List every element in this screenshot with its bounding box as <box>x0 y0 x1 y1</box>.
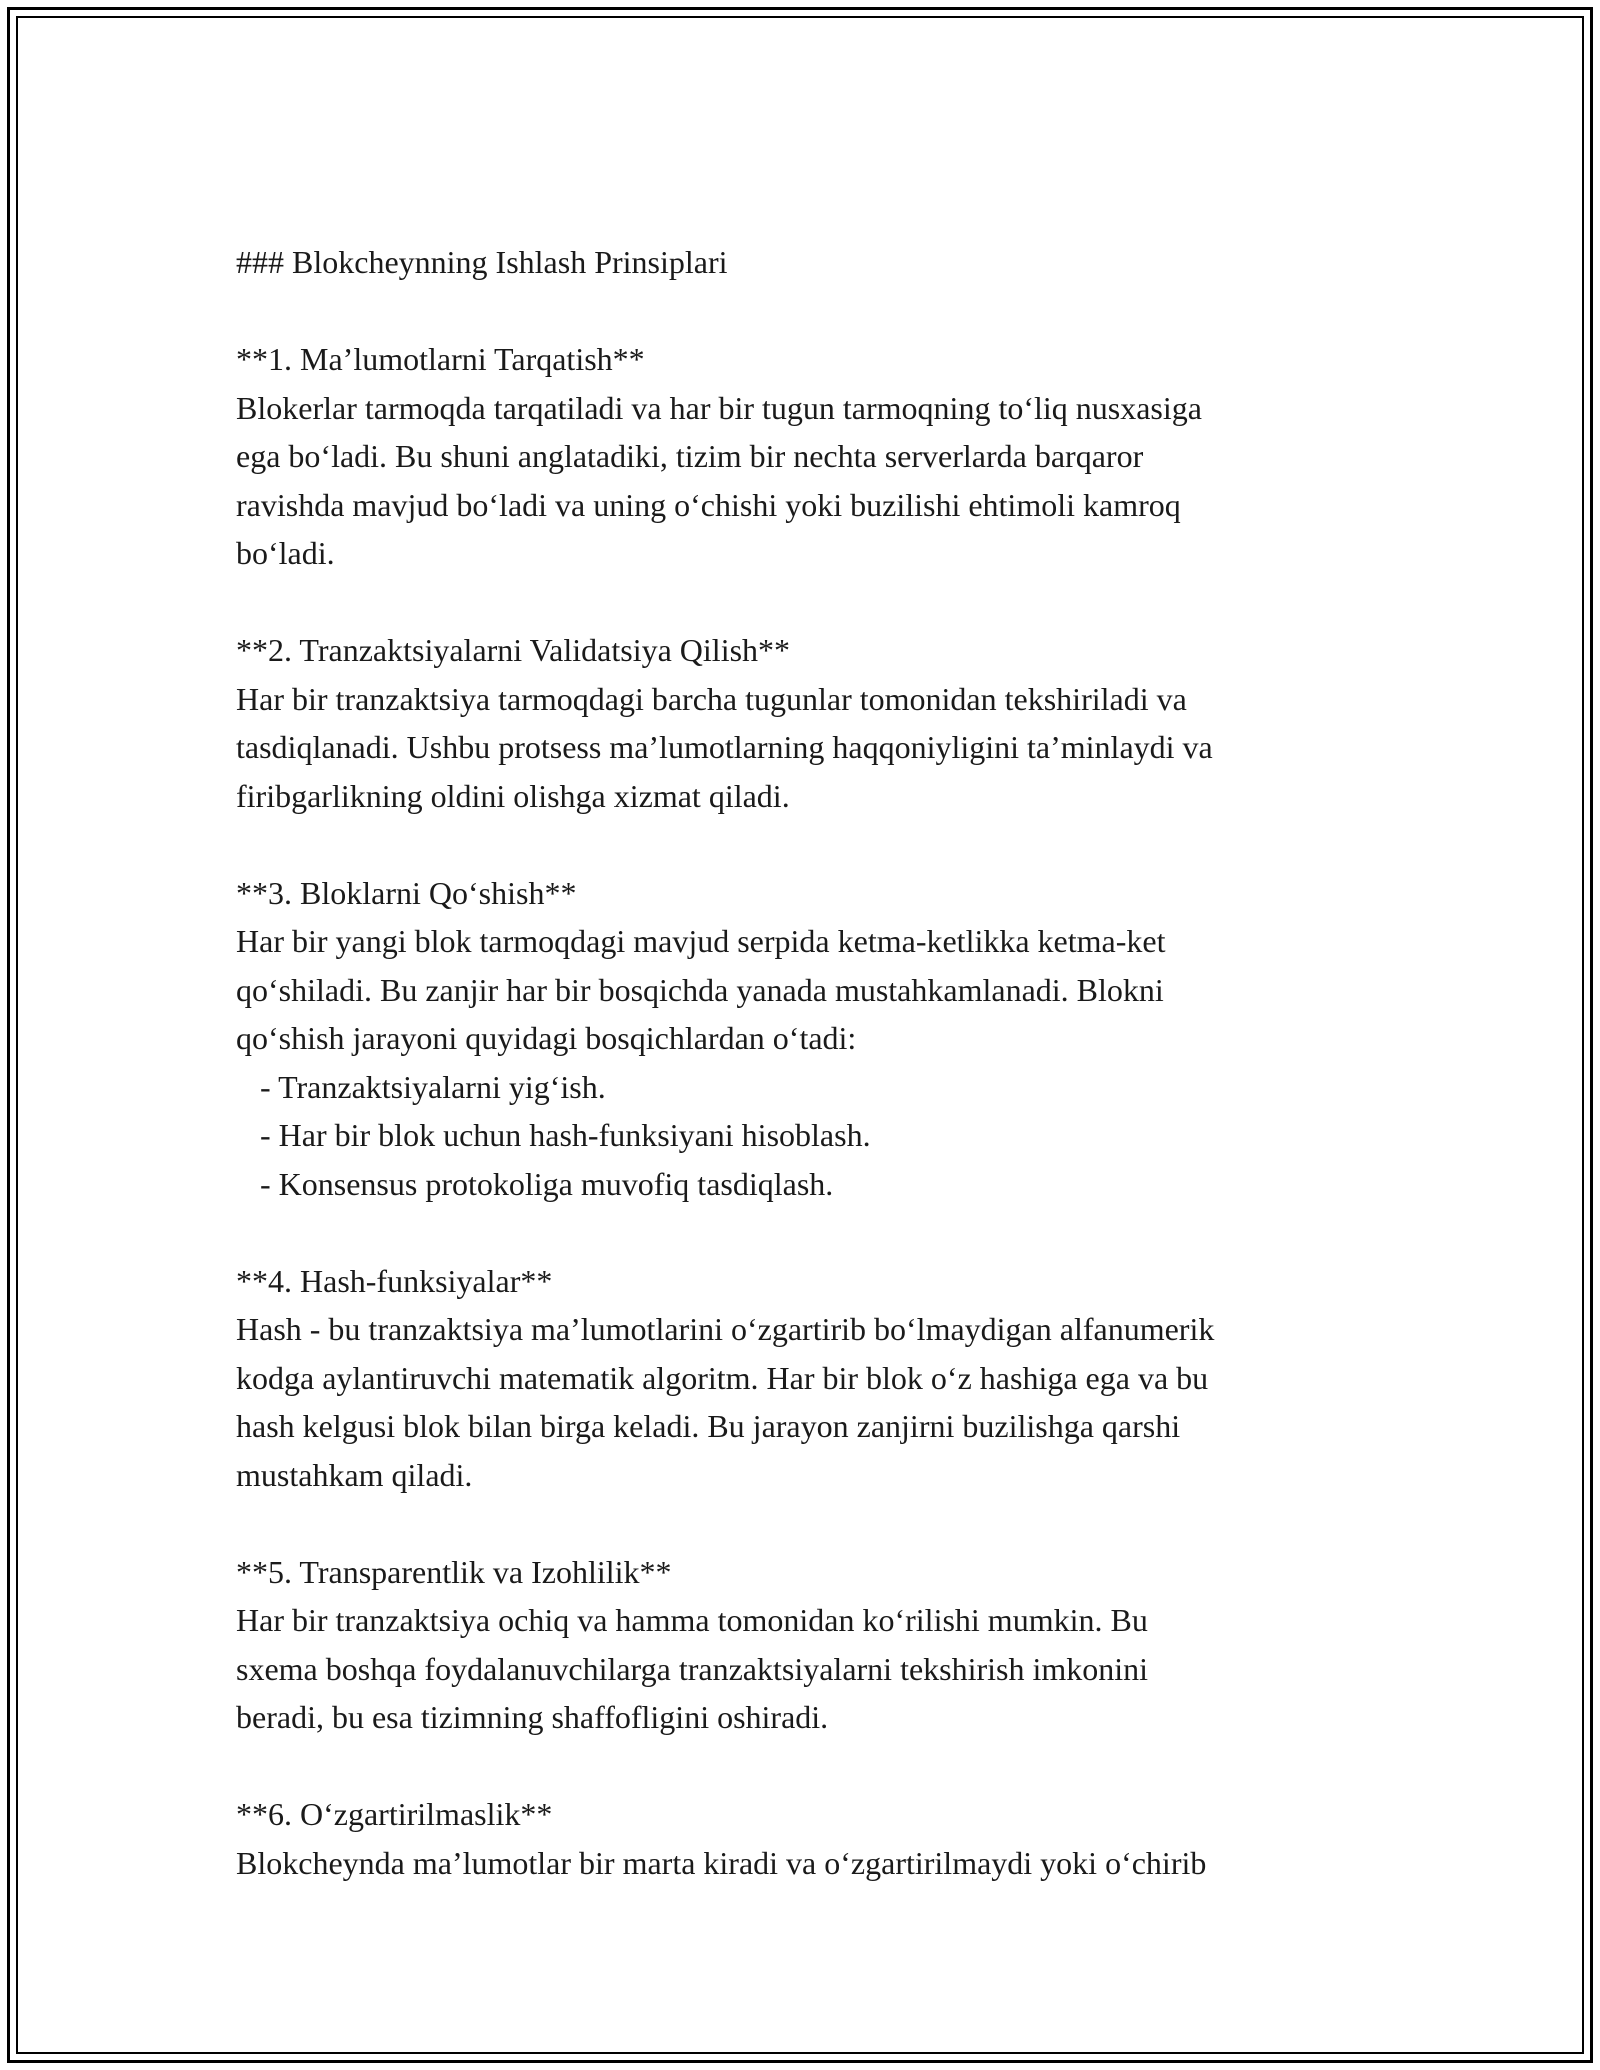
paragraph-line: Blokcheynda ma’lumotlar bir marta kiradi va o‘zgartirilmaydi yoki o‘chirib <box>236 1844 1207 1881</box>
paragraph-line: beradi, bu esa tizimning shaffofligini oshiradi. <box>236 1699 829 1735</box>
section-heading: **1. Ma’lumotlarni Tarqatish** <box>236 341 645 377</box>
section-heading: **5. Transparentlik va Izohlilik** <box>236 1553 672 1590</box>
section-heading: **6. O‘zgartirilmaslik** <box>236 1796 553 1832</box>
paragraph-line: qo‘shish jarayoni quyidagi bosqichlardan o‘tadi: <box>236 1020 857 1056</box>
section-heading: **4. Hash-funksiyalar** <box>236 1262 553 1299</box>
paragraph-line: hash kelgusi blok bilan birga keladi. Bu jarayon zanjirni buzilishga qarshi <box>236 1408 1181 1444</box>
paragraph-line: Hash - bu tranzaktsiya ma’lumotlarini o‘zgartirib bo‘lmaydigan alfanumerik <box>236 1311 1215 1347</box>
list-item: - Konsensus protokoliga muvofiq tasdiqlash. <box>236 1165 834 1202</box>
section-6 <box>236 1790 1416 1887</box>
section-heading: **3. Bloklarni Qo‘shish** <box>236 874 577 911</box>
paragraph-line: Har bir tranzaktsiya ochiq va hamma tomonidan ko‘rilishi mumkin. Bu <box>236 1602 1148 1638</box>
section-5 <box>236 1548 1416 1742</box>
paragraph-line: firibgarlikning oldini olishga xizmat qiladi. <box>236 777 790 814</box>
paragraph-line: Har bir tranzaktsiya tarmoqdagi barcha tugunlar tomonidan tekshiriladi va <box>236 680 1187 717</box>
section-3 <box>236 869 1416 1209</box>
paragraph-line: ega bo‘ladi. Bu shuni anglatadiki, tizim bir nechta serverlarda barqaror <box>236 438 1144 474</box>
list-item: - Har bir blok uchun hash-funksiyani hisoblash. <box>236 1117 871 1153</box>
document-title: ### Blokcheynning Ishlash Prinsiplari <box>236 244 728 280</box>
paragraph-line: bo‘ladi. <box>236 535 335 571</box>
paragraph-line: mustahkam qiladi. <box>236 1456 473 1493</box>
paragraph-line: tasdiqlanadi. Ushbu protsess ma’lumotlarning haqqoniyligini ta’minlaydi va <box>236 729 1213 765</box>
paragraph-line: sxema boshqa foydalanuvchilarga tranzaktsiyalarni tekshirish imkonini <box>236 1650 1149 1687</box>
section-heading: **2. Tranzaktsiyalarni Validatsiya Qilish** <box>236 632 791 668</box>
section-1 <box>236 335 1416 578</box>
paragraph-line: qo‘shiladi. Bu zanjir har bir bosqichda yanada mustahkamlanadi. Blokni <box>236 971 1164 1008</box>
section-4 <box>236 1257 1416 1500</box>
paragraph-line: kodga aylantiruvchi matematik algoritm. Har bir blok o‘z hashiga ega va bu <box>236 1359 1209 1396</box>
document-body <box>236 238 1416 1887</box>
paragraph-line: ravishda mavjud bo‘ladi va uning o‘chishi yoki buzilishi ehtimoli kamroq <box>236 486 1181 523</box>
paragraph-line: Blokerlar tarmoqda tarqatiladi va har bir tugun tarmoqning to‘liq nusxasiga <box>236 389 1202 426</box>
list-item: - Tranzaktsiyalarni yig‘ish. <box>236 1068 606 1105</box>
section-2 <box>236 626 1416 820</box>
paragraph-line: Har bir yangi blok tarmoqdagi mavjud serpida ketma-ketlikka ketma-ket <box>236 923 1166 959</box>
